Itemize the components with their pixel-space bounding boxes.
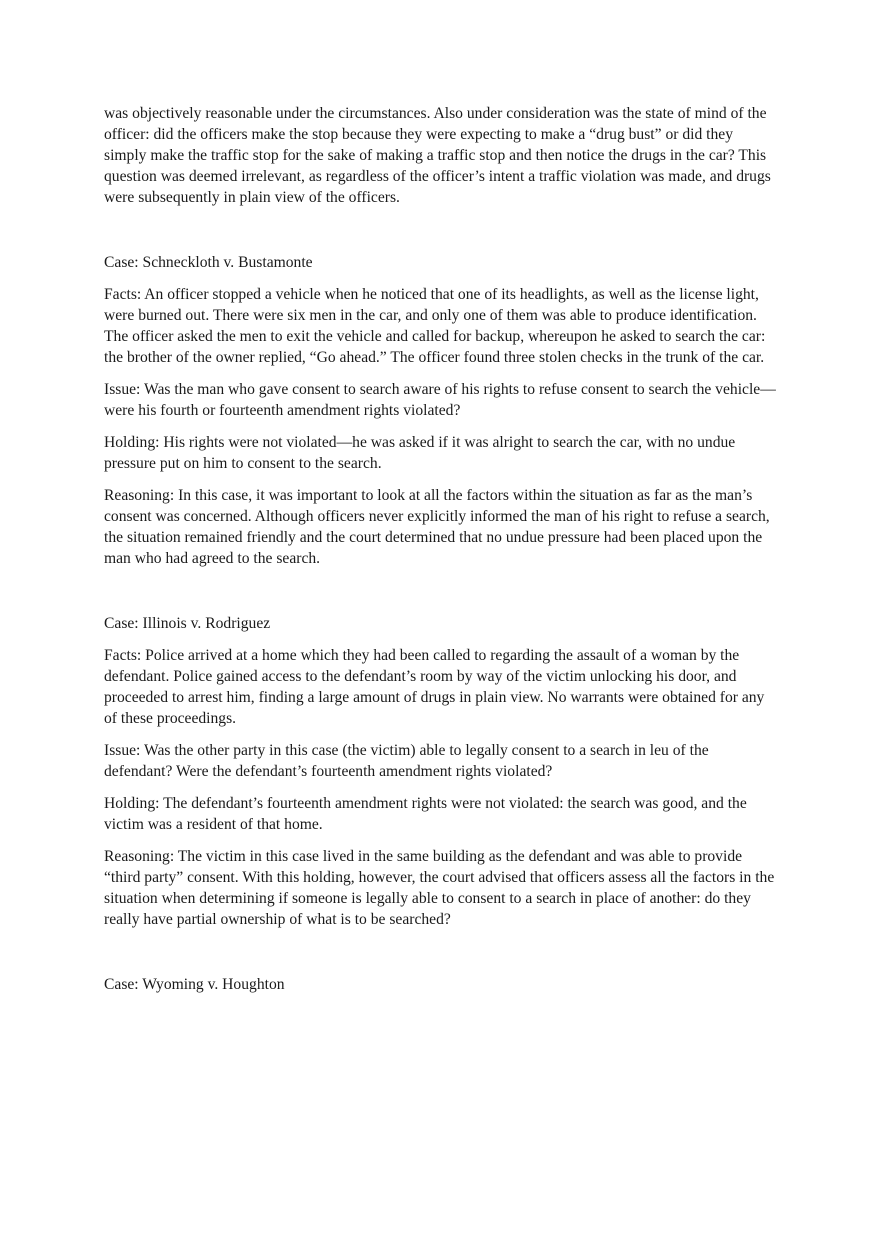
case-holding: Holding: The defendant’s fourteenth amendment rights were not violated: the search was good, and the victim was a resident of that home.: [104, 795, 747, 833]
case-holding: Holding: His rights were not violated—he was asked if it was alright to search the car, with no undue pressure put on him to consent to the search.: [104, 434, 736, 472]
document-page: [104, 103, 776, 1006]
section-gap: [104, 569, 776, 613]
intro-paragraph: was objectively reasonable under the circumstances. Also under consideration was the state of mind of the officer: did the officers make the stop because they were expecting to make a “drug bust” or did they simply make the traffic stop for the sake of making a traffic stop and then notice the drugs in the car? This question was deemed irrelevant, as regardless of the officer’s intent a traffic violation was made, and drugs were subsequently in plain view of the officers.: [104, 105, 771, 206]
case-schneckloth-v-bustamonte: [104, 252, 776, 569]
case-heading: Case: Schneckloth v. Bustamonte: [104, 254, 313, 271]
case-issue: Issue: Was the man who gave consent to search aware of his rights to refuse consent to search the vehicle—were his fourth or fourteenth amendment rights violated?: [104, 381, 776, 419]
case-issue: Issue: Was the other party in this case (the victim) able to legally consent to a search in leu of the defendant? Were the defendant’s fourteenth amendment rights violated?: [104, 742, 709, 780]
case-facts: Facts: Police arrived at a home which they had been called to regarding the assault of a woman by the defendant. Police gained access to the defendant’s room by way of the victim unlocking his door, and proceeded to arrest him, finding a large amount of drugs in plain view. No warrants were obtained for any of these proceedings.: [104, 647, 765, 727]
case-facts: Facts: An officer stopped a vehicle when he noticed that one of its headlights, as well as the license light, were burned out. There were six men in the car, and only one of them was able to produce identification. The officer asked the men to exit the vehicle and called for backup, whereupon he asked to search the car: the brother of the owner replied, “Go ahead.” The officer found three stolen checks in the trunk of the car.: [104, 286, 766, 366]
case-illinois-v-rodriguez: [104, 613, 776, 930]
section-gap: [104, 208, 776, 252]
case-heading: Case: Wyoming v. Houghton: [104, 976, 285, 993]
case-wyoming-v-houghton: [104, 974, 776, 995]
section-gap: [104, 930, 776, 974]
case-reasoning: Reasoning: In this case, it was important to look at all the factors within the situation as far as the man’s consent was concerned. Although officers never explicitly informed the man of his right to refuse a search, the situation remained friendly and the court determined that no undue pressure had been placed upon the man who had agreed to the search.: [104, 487, 770, 567]
case-heading: Case: Illinois v. Rodriguez: [104, 615, 271, 632]
case-reasoning: Reasoning: The victim in this case lived in the same building as the defendant and was able to provide “third party” consent. With this holding, however, the court advised that officers assess all the factors in the situation when determining if someone is legally able to consent to a search in place of another: do they really have partial ownership of what is to be searched?: [104, 848, 775, 928]
